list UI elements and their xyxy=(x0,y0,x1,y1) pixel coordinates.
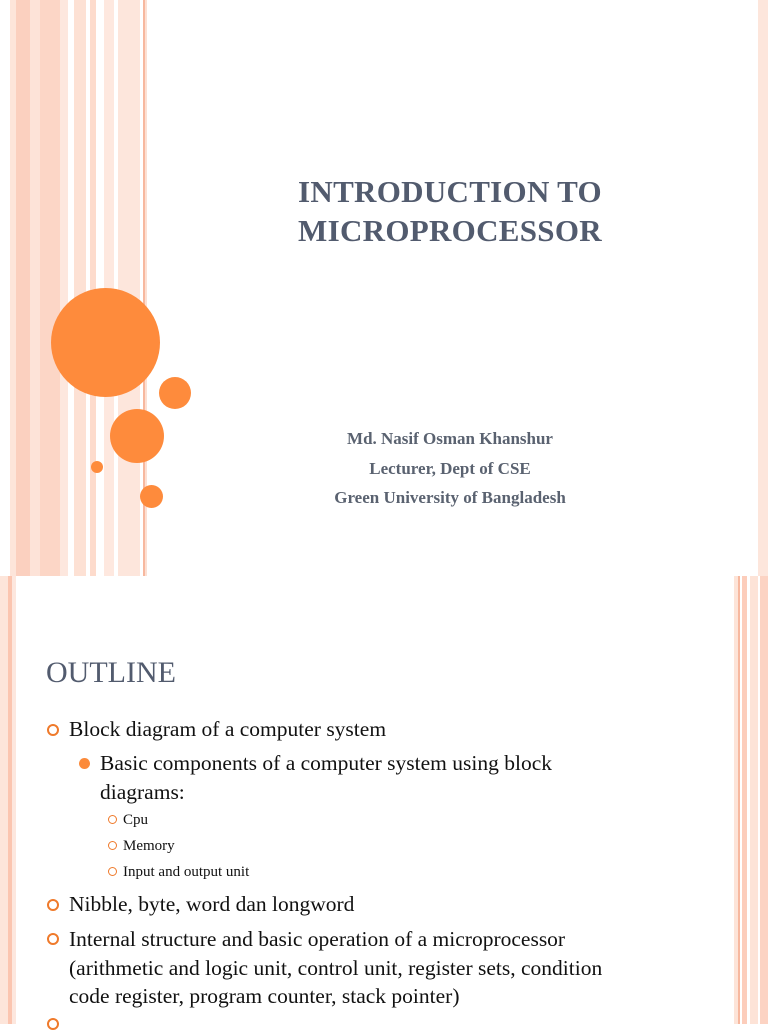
outline-item-text: Block diagram of a computer system xyxy=(69,717,387,741)
stripe xyxy=(738,576,740,1024)
stripe xyxy=(758,0,768,576)
outline-subsubitem xyxy=(123,836,175,856)
outline-item-text: (arithmetic and logic unit, control unit, register sets, condition xyxy=(69,955,603,980)
decorative-circle xyxy=(159,377,191,409)
stripe xyxy=(16,0,30,576)
bullet-ring-icon xyxy=(47,899,59,911)
stripe xyxy=(40,0,60,576)
stripe xyxy=(74,0,86,576)
title-line: MICROPROCESSOR xyxy=(298,213,602,248)
outline-subsubitem xyxy=(123,862,249,882)
outline-item xyxy=(69,890,354,919)
bullet-ring-icon xyxy=(108,867,117,876)
outline-item-text: code register, program counter, stack pointer) xyxy=(69,984,460,1008)
stripe xyxy=(0,576,8,1024)
author-block xyxy=(260,424,640,513)
author-org: Green University of Bangladesh xyxy=(334,488,566,507)
outline-item-text: Memory xyxy=(123,838,175,854)
outline-item xyxy=(69,715,386,744)
bullet-ring-icon xyxy=(47,933,59,945)
outline-item-text: diagrams: xyxy=(100,779,185,804)
bullet-ring-icon xyxy=(47,724,59,736)
outline-subsubitem xyxy=(123,810,148,830)
outline-item-text: Nibble, byte, word dan longword xyxy=(69,892,355,916)
outline-item-text: Input and output unit xyxy=(123,864,250,880)
author-name: Md. Nasif Osman Khanshur xyxy=(347,429,553,448)
outline-item-text: Basic components of a computer system using block xyxy=(100,751,553,775)
outline-item-text: Internal structure and basic operation of a microprocessor xyxy=(69,927,566,951)
bullet-ring-icon xyxy=(108,841,117,850)
outline-item xyxy=(69,925,602,1011)
stripe xyxy=(750,576,758,1024)
stripe xyxy=(118,0,140,576)
outline-item-text: Cpu xyxy=(123,812,149,828)
author-role: Lecturer, Dept of CSE xyxy=(369,458,531,478)
bullet-ring-icon xyxy=(108,815,117,824)
outline-subitem xyxy=(100,749,552,806)
stripe xyxy=(60,0,68,576)
stripe xyxy=(30,0,40,576)
decorative-circle-large xyxy=(51,288,160,397)
decorative-circle xyxy=(110,409,164,463)
bullet-dot-icon xyxy=(79,758,90,769)
stripe xyxy=(760,576,768,1024)
stripe xyxy=(12,576,16,1024)
title-line: INTRODUCTION TO xyxy=(298,174,602,209)
slide-title xyxy=(260,172,640,250)
bullet-ring-icon xyxy=(47,1018,59,1030)
decorative-circle xyxy=(91,461,103,473)
decorative-circle xyxy=(140,485,163,508)
stripe xyxy=(742,576,747,1024)
outline-title: OUTLINE xyxy=(46,656,176,689)
